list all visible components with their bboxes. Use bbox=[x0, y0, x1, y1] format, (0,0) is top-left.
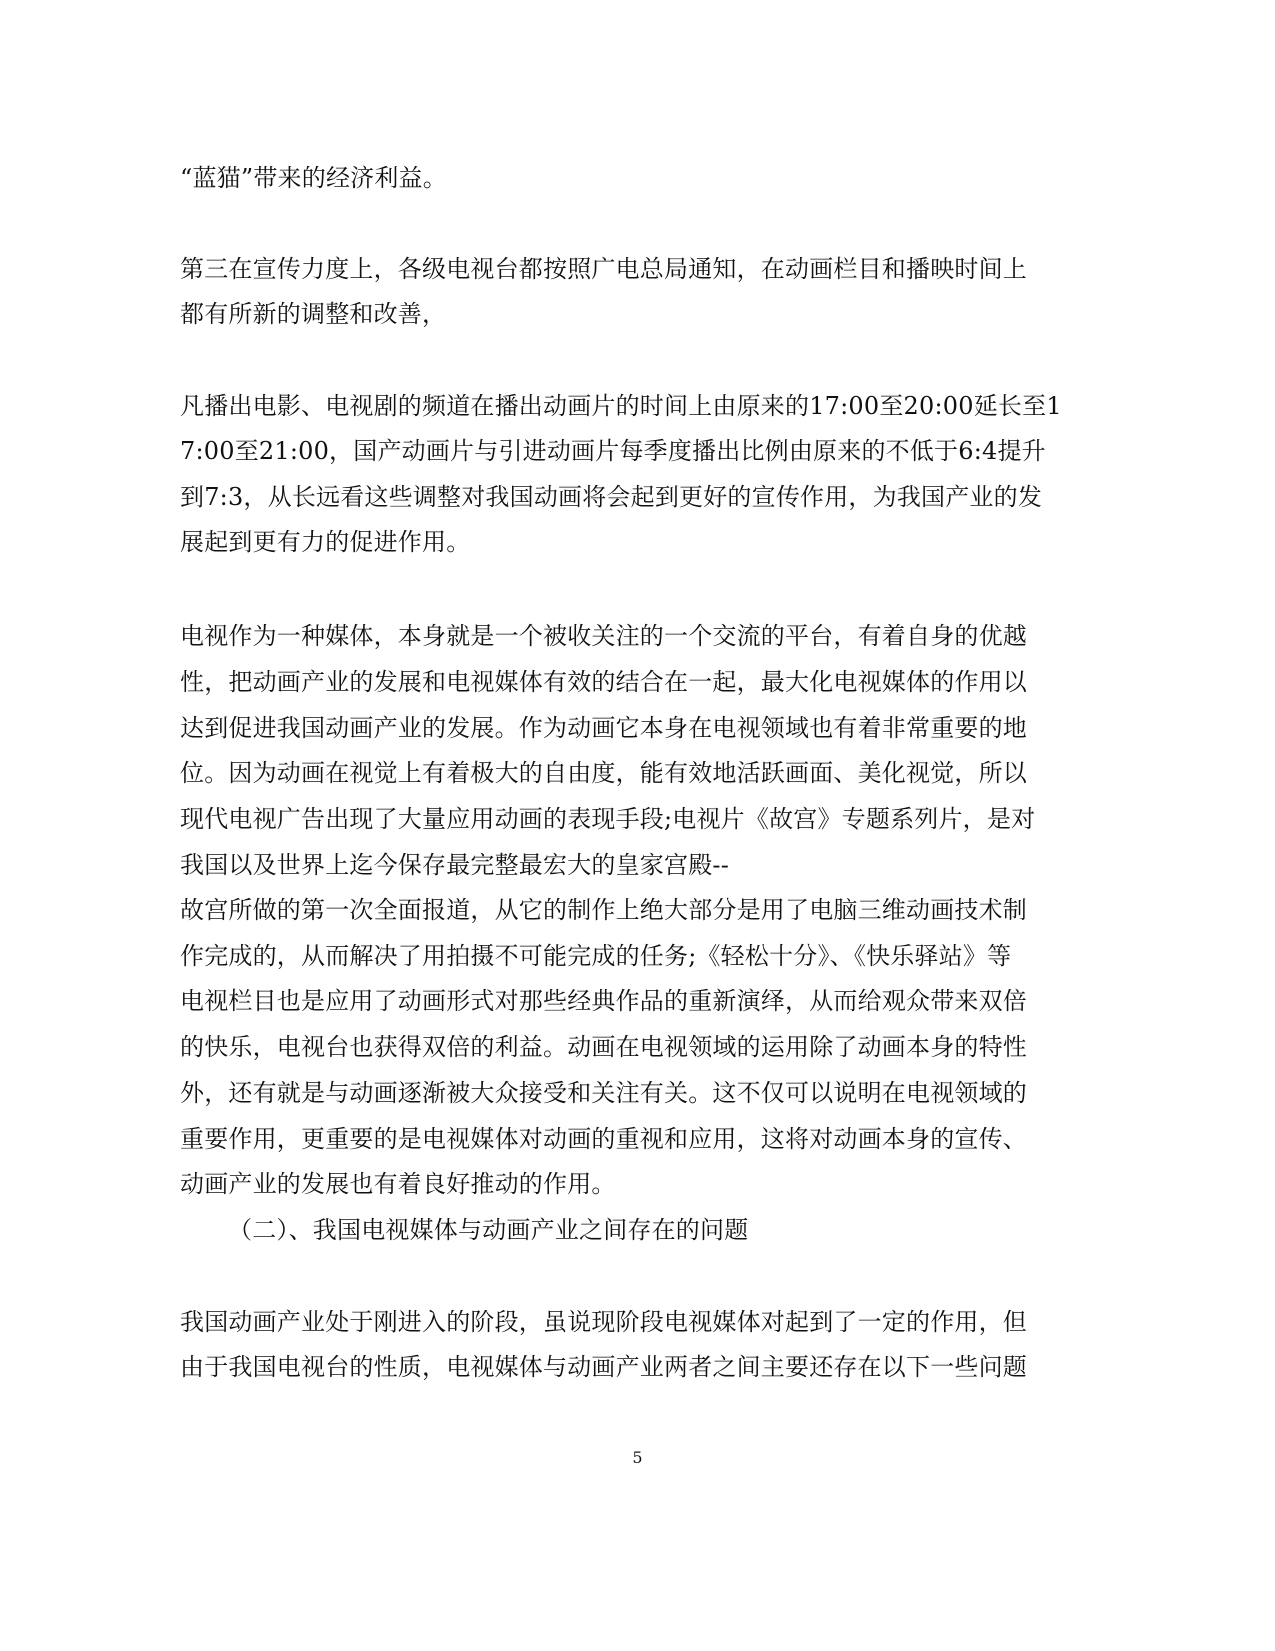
text-line: 的快乐，电视台也获得双倍的利益。动画在电视领域的运用除了动画本身的特性 bbox=[180, 1033, 1027, 1061]
text-line: 现代电视广告出现了大量应用动画的表现手段;电视片《故宫》专题系列片，是对 bbox=[180, 805, 1036, 833]
text-line: 重要作用，更重要的是电视媒体对动画的重视和应用，这将对动画本身的宣传、 bbox=[180, 1125, 1027, 1153]
page-number: 5 bbox=[632, 1448, 643, 1467]
text-line: 我国动画产业处于刚进入的阶段，虽说现阶段电视媒体对起到了一定的作用，但 bbox=[180, 1308, 1027, 1336]
text-line: 到7:3，从长远看这些调整对我国动画将会起到更好的宣传作用，为我国产业的发 bbox=[180, 483, 1043, 511]
text-line: 凡播出电影、电视剧的频道在播出动画片的时间上由原来的17:00至20:00延长至1 bbox=[180, 392, 1062, 420]
text-line: 电视作为一种媒体，本身就是一个被收关注的一个交流的平台，有着自身的优越 bbox=[180, 622, 1027, 650]
text-line: 动画产业的发展也有着良好推动的作用。 bbox=[180, 1170, 616, 1198]
section-heading: （二）、我国电视媒体与动画产业之间存在的问题 bbox=[228, 1216, 749, 1244]
text-line: 展起到更有力的促进作用。 bbox=[180, 528, 471, 556]
text-line: 我国以及世界上迄今保存最完整最宏大的皇家宫殿-- bbox=[180, 851, 730, 879]
text-line: 达到促进我国动画产业的发展。作为动画它本身在电视领域也有着非常重要的地 bbox=[180, 714, 1027, 742]
text-line: 由于我国电视台的性质，电视媒体与动画产业两者之间主要还存在以下一些问题 bbox=[180, 1353, 1027, 1381]
text-line: 7:00至21:00，国产动画片与引进动画片每季度播出比例由原来的不低于6:4提升 bbox=[180, 437, 1046, 465]
text-line: 电视栏目也是应用了动画形式对那些经典作品的重新演绎，从而给观众带来双倍 bbox=[180, 987, 1027, 1015]
text-line: 作完成的，从而解决了用拍摄不可能完成的任务;《轻松十分》、《快乐驿站》等 bbox=[180, 942, 1012, 970]
text-line: 性，把动画产业的发展和电视媒体有效的结合在一起，最大化电视媒体的作用以 bbox=[180, 668, 1027, 696]
text-line: 都有所新的调整和改善， bbox=[180, 300, 447, 328]
text-line: “蓝猫”带来的经济利益。 bbox=[180, 164, 447, 192]
text-line: 位。因为动画在视觉上有着极大的自由度，能有效地活跃画面、美化视觉，所以 bbox=[180, 759, 1027, 787]
text-line: 第三在宣传力度上，各级电视台都按照广电总局通知，在动画栏目和播映时间上 bbox=[180, 255, 1027, 283]
text-line: 外，还有就是与动画逐渐被大众接受和关注有关。这不仅可以说明在电视领域的 bbox=[180, 1079, 1027, 1107]
text-line: 故宫所做的第一次全面报道，从它的制作上绝大部分是用了电脑三维动画技术制 bbox=[180, 896, 1027, 924]
